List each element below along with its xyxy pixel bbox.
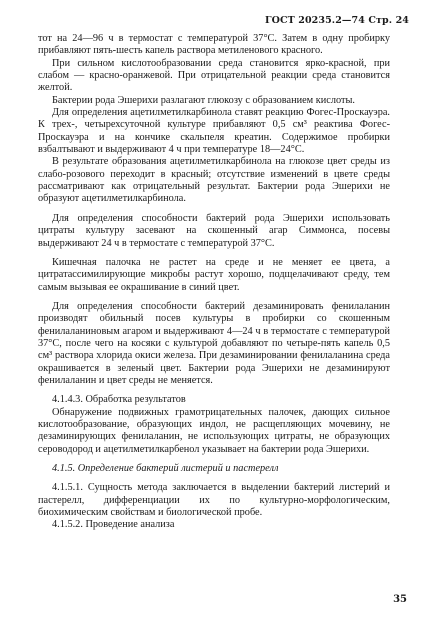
paragraph: Для определения способности бактерий дезаминировать фенилаланин производят обильный посев культуры в пробирки со скошенным фенилаланиновым агаром и выдерживают 4—24 ч в термостате с температурой 37°С, после чего на косяки с культурой добавляют по четыре-пять капель 0,5 см³ раствора хлорида окиси железа. При дезаминировании фенилаланина среда окрашивается в зеленый цвет. Бактерии рода Эшерихи не дезаминируют фенилаланин и цвет среды не меняется. <box>38 300 390 386</box>
document-body <box>38 33 390 532</box>
section-heading: 4.1.4.3. Обработка результатов <box>52 394 186 406</box>
paragraph: Для определения ацетилметилкарбинола ставят реакцию Фогес-Проскауэра. К трех-, четырехсуточной культуре прибавляют 0,5 см³ реактива Фогес-Проскауэра и на кончике скальпеля креатин. Содержимое пробирки взбалтывают и выдерживают 4 ч при температуре 18—24°С. <box>38 107 390 156</box>
paragraph: тот на 24—96 ч в термостат с температурой 37°С. Затем в одну пробирку прибавляют пять-шесть капель раствора метиленового красного. <box>38 33 390 57</box>
paragraph: Бактерии рода Эшерихи разлагают глюкозу с образованием кислоты. <box>52 94 355 106</box>
paragraph: Кишечная палочка не растет на среде и не меняет ее цвета, а цитратассимилирующие микробы растут хорошо, подщелачивают среду, тем самым вызывая ее окрашивание в синий цвет. <box>38 256 390 293</box>
page-number: 35 <box>393 594 407 605</box>
page-reference: Стр. 24 <box>368 15 409 26</box>
subsection-heading: 4.1.5.2. Проведение анализа <box>52 519 175 531</box>
section-title: 4.1.5. Определение бактерий листерий и пастерелл <box>52 463 279 474</box>
paragraph: Обнаружение подвижных грамотрицательных палочек, дающих сильное кислотообразование, образующих индол, не расщепляющих мочевину, не дезаминирующих фенилаланин, не использующих цитраты, не образующих сероводород и ацетилметилкарбенол указывает на бактерии рода Эшерихи. <box>38 406 390 455</box>
paragraph: При сильном кислотообразовании среда становится ярко-красной, при слабом — красно-оранжевой. При отрицательной реакции среда становится желтой. <box>38 57 390 94</box>
paragraph: Для определения способности бактерий рода Эшерихи использовать цитраты культуру засевают на скошенный агар Симмонса, посевы выдерживают 24 ч в термостате с температурой 37°С. <box>38 212 390 249</box>
page-header <box>265 15 409 26</box>
paragraph: В результате образования ацетилметилкарбинола на глюкозе цвет среды из слабо-розового переходит в красный; отсутствие изменений в цвете среды рассматривают как отрицательный результат. Бактерии рода Эшерихи не образуют ацетилметилкарбинола. <box>38 156 390 205</box>
paragraph: 4.1.5.1. Сущность метода заключается в выделении бактерий листерий и пастерелл, дифференциации их по культурно-морфологическим, биохимическим свойствам и биологической пробе. <box>38 482 390 519</box>
standard-number: ГОСТ 20235.2—74 <box>264 15 365 26</box>
